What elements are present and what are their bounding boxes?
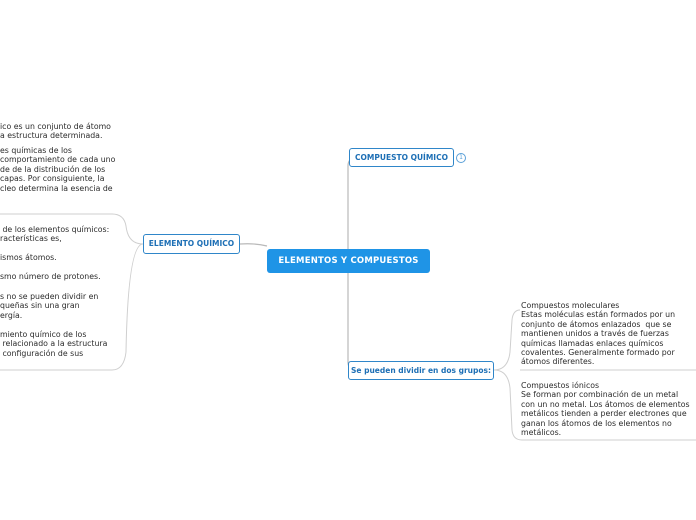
left-text-indivisible: s no se pueden dividir en queñas sin una gran ergía.	[0, 292, 99, 320]
left-text-properties: es químicas de los comportamiento de cada uno de de la distribución de los capas. Por consiguiente, la cleo determina la esencia de	[0, 146, 116, 193]
note-count-badge[interactable]: 1	[456, 153, 466, 163]
central-topic[interactable]: ELEMENTOS Y COMPUESTOS	[267, 249, 430, 273]
left-text-definition: ico es un conjunto de átomo a estructura determinada.	[0, 122, 111, 141]
node-elemento-quimico[interactable]: ELEMENTO QUÍMICO	[143, 234, 240, 254]
right-text-compuestos-ionicos: Compuestos iónicos Se forman por combinación de un metal con un no metal. Los átomos de elementos metálicos tienden a perder electrones que ganan los átomos de los elementos no metálicos.	[521, 381, 690, 438]
node-grupos[interactable]: Se pueden dividir en dos grupos:	[348, 361, 494, 380]
left-text-behavior: miento químico de los relacionado a la estructura configuración de sus	[0, 330, 108, 358]
left-text-characteristics: de los elementos químicos: racterísticas es,	[0, 225, 110, 244]
left-text-protons: smo número de protones.	[0, 272, 101, 281]
right-text-compuestos-moleculares: Compuestos moleculares Estas moléculas están formados por un conjunto de átomos enlazados que se mantienen unidos a través de fuerzas químicas llamadas enlaces químicos covalentes. Generalmente formado por átomos diferentes.	[521, 301, 676, 367]
node-compuesto-quimico[interactable]: COMPUESTO QUÍMICO	[349, 148, 454, 167]
left-text-same-atoms: ismos átomos.	[0, 253, 57, 262]
